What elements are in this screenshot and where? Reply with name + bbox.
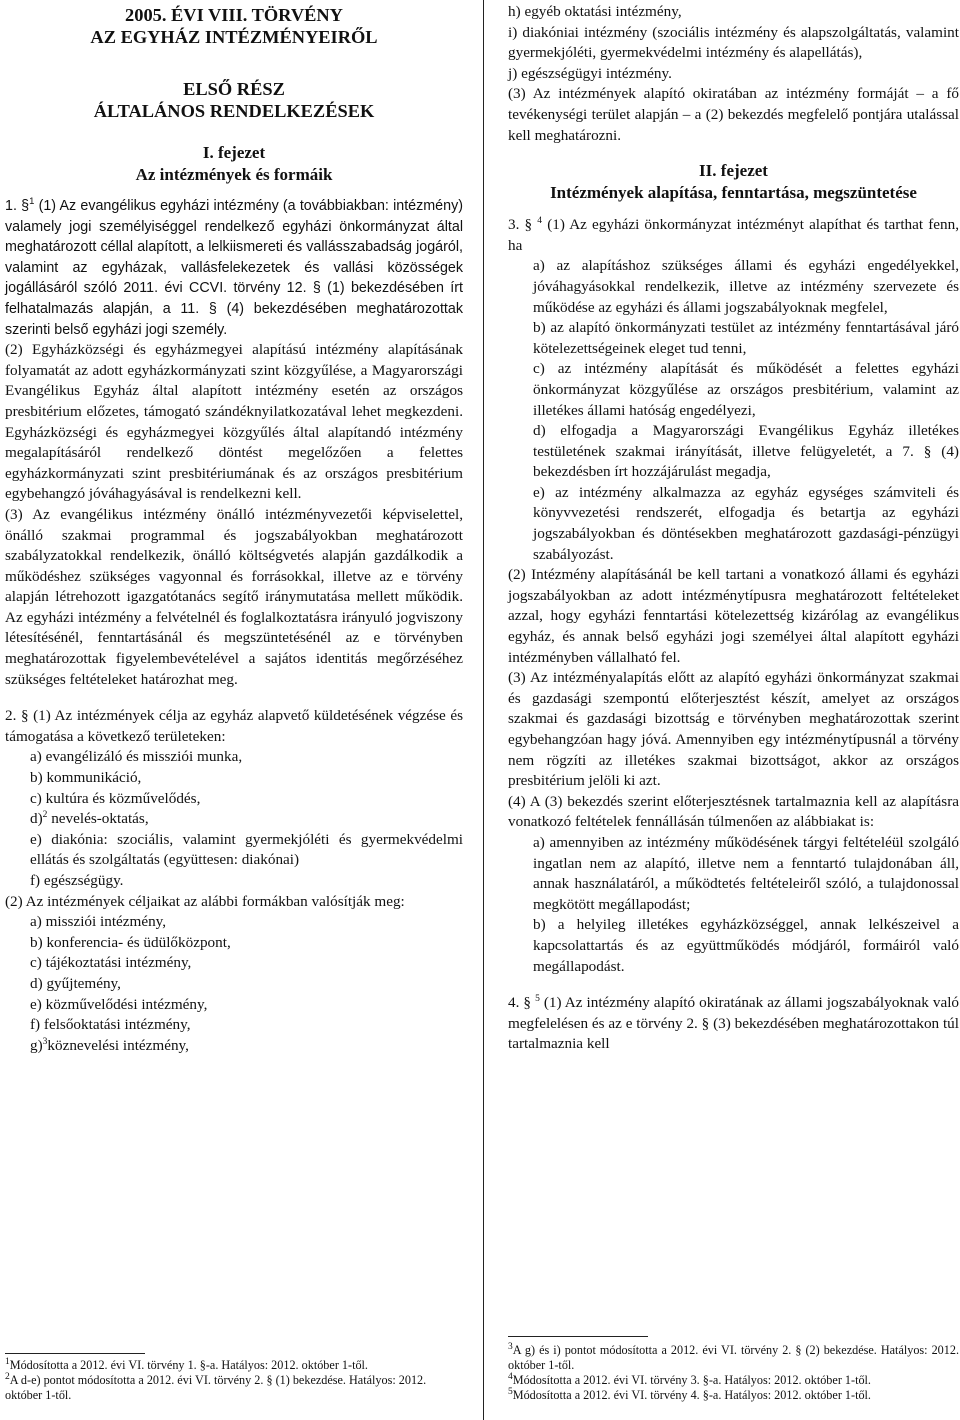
form-item-f: f) felsőoktatási intézmény, (30, 1016, 191, 1034)
form-item-j: j) egészségügyi intézmény. (508, 64, 672, 82)
footnote-3-number: 3 (508, 1341, 513, 1352)
section-2-paragraph-3: (3) Az intézmények alapító okiratában az intézmény formáját – a fő tevékenységi terület alapján – a (2) bekezdés megfelelő pontjára utalással kell meghatározni. (508, 85, 959, 144)
section-2-paragraph-1: 2. § (1) Az intézmények célja az egyház alapvető küldetésének végzése és támogatása a következő területeken: (5, 707, 463, 745)
footnotes-right (508, 1343, 959, 1403)
column-divider (483, 0, 484, 1420)
footnote-2-number: 2 (5, 1371, 10, 1382)
section-3-paragraph-1 (508, 215, 959, 256)
section-3-paragraph-4: (4) A (3) bekezdés szerint előterjesztésnek tartalmaznia kell az alapításra vonatkozó feltételek fennállásán túlmenően az alábbiakat is: (508, 792, 959, 831)
section-2-paragraph-2: (2) Az intézmények céljaikat az alábbi formákban valósítják meg: (5, 892, 405, 910)
footnote-3-text: A g) és i) pontot módosította a 2012. évi VI. törvény 2. § (2) bekezdése. Hatályos: 2012. október 1-től. (508, 1343, 959, 1372)
form-item-a: a) missziói intézmény, (30, 913, 167, 931)
form-item-h: h) egyéb oktatási intézmény, (508, 3, 682, 20)
section-3-number: 3. § (508, 216, 533, 234)
form-item-i: i) diakóniai intézmény (szociális intézmény és alapszolgáltatás, valamint gyermekjóléti, gyermekvédelmi intézmény és alapellátás), (508, 23, 959, 62)
section-1-paragraph-3: (3) Az evangélikus intézmény önálló intézményvezetői képviselettel, önálló szakmai programmal és jogszabályokban meghatározott szabályzatokkal rendelkezik, önálló költségvetés alapján gazdálkodik a működéshez szükséges vagyonnal és forrásokkal, illetve az e törvény alapján létrehozott igazgatótanács segítő iránymutatása mellett működik. Az egyházi intézmény a felvételnél és foglalkoztatásra irányuló jogviszony létesítésénél, fenntartásánál és megszüntetésénél az e törvényben meghatározottak figyelembevételével a sajátos identitás megőrzéséhez szükséges feltételeket határozhat meg. (5, 505, 463, 688)
condition-item-e: e) az intézmény alkalmazza az egyház egységes számviteli és könyvvezetési rendszerét, elfogadja és betartja az egyházi jogszabályokban és döntésekben meghatározott gazdasági-pénzügyi szabályozást. (533, 483, 959, 563)
section-1-number: 1. (5, 198, 17, 214)
chapter-1-heading (5, 142, 463, 185)
footnote-separator-right (508, 1336, 648, 1337)
right-column (508, 0, 959, 1420)
footnote-1 (5, 1358, 463, 1373)
footnote-4-number: 4 (508, 1371, 513, 1382)
form-item-g-prefix: g) (30, 1036, 43, 1054)
law-title-line-2: AZ EGYHÁZ INTÉZMÉNYEIRŐL (90, 27, 378, 47)
proposal-item-b: b) a helyileg illetékes egyházközséggel, annak lelkészeivel a kapcsolattartás és az együttműködés módjáról, formáiról való megállapodást. (533, 916, 959, 975)
footnote-4-text: Módosította a 2012. évi VI. törvény 3. §-a. Hatályos: 2012. október 1-től. (512, 1373, 871, 1387)
footnotes-left (5, 1358, 463, 1403)
form-item-d: d) gyűjtemény, (30, 974, 121, 992)
footnote-2-text: A d-e) pontot módosította a 2012. évi VI. törvény 2. § (1) bekezdése. Hatályos: 2012. október 1-től. (5, 1373, 427, 1402)
left-column (5, 0, 463, 1420)
form-item-c: c) tájékoztatási intézmény, (30, 954, 192, 972)
footnote-4 (508, 1373, 959, 1388)
section-3-paragraph-3: (3) Az intézményalapítás előtt az alapító egyházi önkormányzat szakmai és gazdasági szempontú előterjesztést készít, amelyet az országos szakmai és gazdasági bizottság e törvényben meghatározottak szerint egybehangzóan hagy jóvá. Amennyiben egy intézménytípusnál a törvény nem rögzíti az illetékes szakmai bizottságot, akkor az országos presbitérium jelöli ki azt. (508, 669, 959, 790)
chapter-2-title: Intézmények alapítása, fenntartása, megszüntetése (550, 182, 917, 202)
chapter-1-title: Az intézmények és formáik (135, 164, 333, 184)
section-2-form-list-continued (508, 2, 959, 84)
section-3-proposal-list (533, 833, 959, 977)
section-1-paragraph-1-text: (1) Az evangélikus egyházi intézmény (a továbbiakban: intézmény) valamely jogi személyiséggel rendelkező egyházi önkormányzat által meghatározott céllal alapított, a lelkiismereti és vallásszabadság jogáról, valamint az egyházak, vallásfelekezetek és vallási közösségek jogállásáról szóló 2011. évi CCVI. törvény 12. § (1) bekezdésében írt felhatalmazás alapján, a 11. § (4) bekezdésében meghatározottak szerinti belső egyházi jogi személy. (5, 198, 463, 338)
footnote-separator-left (5, 1353, 145, 1354)
section-3-paragraph-1-text: (1) Az egyházi önkormányzat intézményt alapíthat és tarthat fenn, ha (508, 216, 960, 254)
footnote-2 (5, 1373, 463, 1403)
footnote-5 (508, 1388, 959, 1403)
footnote-ref-5: 5 (535, 994, 540, 1005)
chapter-1-number: I. fejezet (202, 143, 266, 162)
footnote-1-text: Módosította a 2012. évi VI. törvény 1. §-a. Hatályos: 2012. október 1-től. (9, 1358, 368, 1372)
footnote-1-number: 1 (5, 1356, 10, 1367)
condition-item-d: d) elfogadja a Magyarországi Evangélikus Egyház illetékes testületének szakmai irányítását, illetve felügyeletét, a 7. § (4) bekezdésben írt hozzájárulást megadja, (533, 422, 959, 481)
chapter-2-number: II. fejezet (699, 161, 768, 181)
goal-item-d (30, 809, 463, 830)
section-3-paragraph-2: (2) Intézmény alapításánál be kell tartani a vonatkozó állami és egyházi jogszabályokban az adott intézménytípusra meghatározott feltételeket azzal, hogy egyházi fenntartási kötelezettség kizárólag az evangélikus egyház, és annak belső egyházi jogi személyei által alapított egyházi intézményben vállalható fel. (508, 566, 959, 666)
footnote-ref-4: 4 (537, 216, 543, 227)
section-4-paragraph-1 (508, 993, 959, 1055)
form-item-g (30, 1036, 463, 1057)
section-2-goal-list (30, 747, 463, 891)
form-item-e: e) közművelődési intézmény, (30, 995, 208, 1013)
goal-item-d-prefix: d) (30, 810, 43, 828)
footnote-5-text: Módosította a 2012. évi VI. törvény 4. §-a. Hatályos: 2012. október 1-től. (512, 1388, 871, 1402)
footnote-ref-1: 1 (29, 196, 35, 208)
part-title-line-2: ÁLTALÁNOS RENDELKEZÉSEK (93, 101, 375, 121)
form-item-b: b) konferencia- és üdülőközpont, (30, 933, 231, 951)
goal-item-f: f) egészségügy. (30, 872, 124, 889)
condition-item-a: a) az alapításhoz szükséges állami és egyházi engedélyekkel, jóváhagyásokkal rendelkezik, illetve az intézmény szervezete és működése az egyházi és állami jogszabályoknak megfelel, (533, 257, 959, 316)
footnote-3 (508, 1343, 959, 1373)
section-1-paragraph-1: 1. §$^1$ (1) Az evangélikus egyházi intézmény (a továbbiakban: intézmény) valamely jogi személyiséggel rendelkező egyházi önkormányzat által meghatározott céllal alapított, a lelkiismereti és vallásszabadság jogáról, valamint az egyházak, vallásfelekezetek és vallási közösségek jogállásáról szóló 2011. évi CCVI. törvény 12. § (1) bekezdésében írt felhatalmazás alapján, a 11. § (4) bekezdésében meghatározottak szerinti belső egyházi jogi személy. (5, 196, 463, 338)
form-item-g-text: köznevelési intézmény, (47, 1036, 189, 1054)
section-3-condition-list (533, 256, 959, 565)
goal-item-a: a) evangélizáló és missziói munka, (30, 748, 243, 766)
section-1-paragraph-2: (2) Egyházközségi és egyházmegyei alapítású intézmény alapításának folyamatát az adott egyházkormányzati szint közgyűlése, a Magyarországi Evangélikus Egyház által alapított intézmény esetén az országos presbitérium előzetes, támogató szándéknyilatkozatával lehet megkezdeni. Egyházközségi és egyházmegyei közgyűlés által alapítandó intézmény megalapításáról rendelkező döntést megelőzően a felettes egyházkormányzati szint presbitériumának és az országos presbitérium egybehangzó jóváhagyásával is rendelkezni kell. (5, 341, 463, 503)
section-4-number: 4. § (508, 994, 532, 1012)
proposal-item-a: a) amennyiben az intézmény működésének tárgyi feltételéül szolgáló ingatlan nem az alapító, illetve nem a fenntartó tulajdonában áll, annak használatáról, a működtetés feltételeiről szóló, a tulajdonossal megkötött megállapodást; (533, 833, 959, 913)
condition-item-c: c) az intézmény alapítását és működését a felettes egyházi önkormányzat közgyűlése az országos presbitérium, valamint az illetékes állami hatóság engedélyezi, (533, 360, 959, 419)
section-2-form-list (30, 912, 463, 1056)
condition-item-b: b) az alapító önkormányzati testület az intézmény fenntartásával járó kötelezettségeinek eleget tud tenni, (533, 319, 959, 357)
goal-item-d-text: nevelés-oktatás, (47, 810, 149, 828)
footnote-ref-3: 3 (42, 1036, 48, 1047)
section-4-paragraph-1-text: (1) Az intézmény alapító okiratának az állami jogszabályoknak való megfelelésen és az e törvény 2. § (3) bekezdésében meghatározottakon túl tartalmaznia kell (508, 994, 960, 1053)
footnote-ref-2: 2 (42, 810, 48, 821)
part-title (5, 78, 463, 122)
goal-item-b: b) kommunikáció, (30, 769, 142, 787)
goal-item-e: e) diakónia: szociális, valamint gyermekjóléti és gyermekvédelmi ellátás és szolgáltatás (együttesen: diakónai) (30, 830, 463, 869)
goal-item-c: c) kultúra és közművelődés, (30, 789, 201, 807)
part-title-line-1: ELSŐ RÉSZ (183, 79, 285, 99)
law-title-line-1: 2005. ÉVI VIII. TÖRVÉNY (125, 5, 343, 25)
chapter-2-heading (508, 160, 959, 203)
law-title (5, 4, 463, 48)
footnote-5-number: 5 (508, 1386, 513, 1397)
